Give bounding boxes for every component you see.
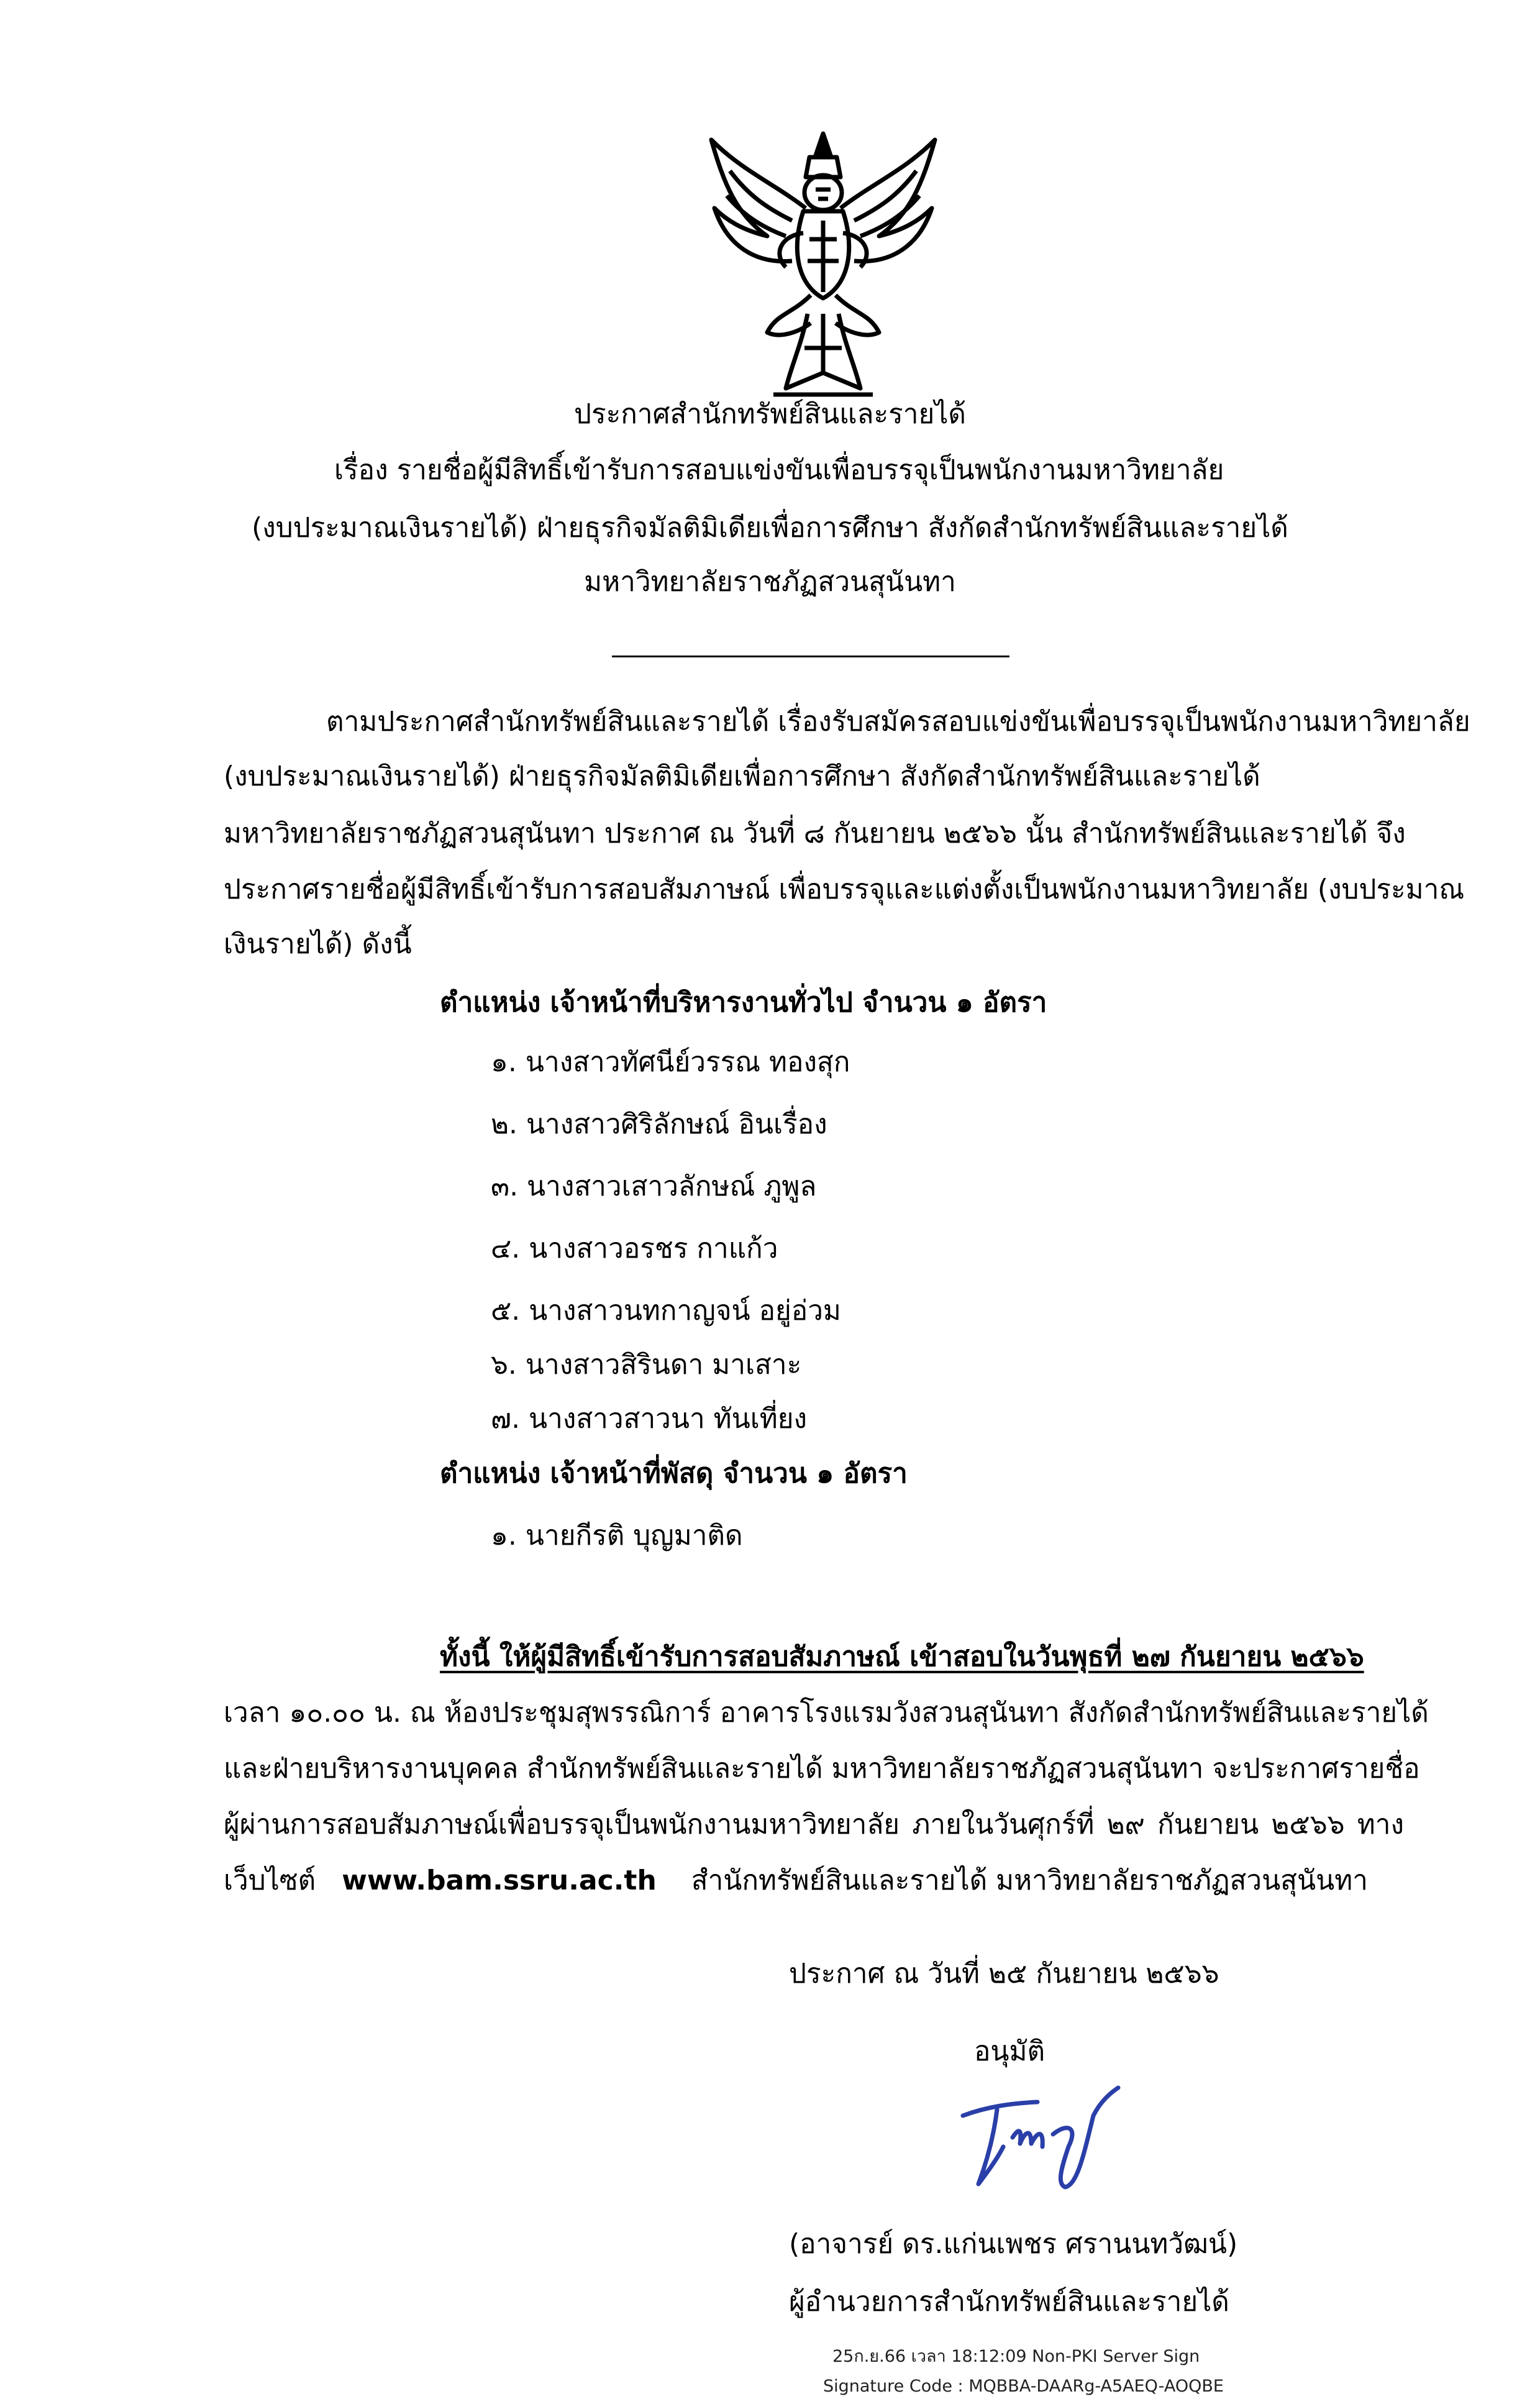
interview-date-notice: ทั้งนี้ ให้ผู้มีสิทธิ์เข้ารับการสอบสัมภาษณ์ เข้าสอบในวันพุธที่ ๒๗ กันยายน ๒๕๖๖ bbox=[440, 1641, 1364, 1673]
website-prefix: เว็บไซต์ bbox=[224, 1865, 316, 1896]
candidate-item: ๗. นางสาวสาวนา ทันเที่ยง bbox=[491, 1403, 808, 1435]
candidate-item: ๑. นางสาวทัศนีย์วรรณ ทองสุก bbox=[491, 1046, 850, 1078]
position-heading-general-admin: ตำแหน่ง เจ้าหน้าที่บริหารงานทั่วไป จำนวน ๑ อัตรา bbox=[440, 987, 1047, 1018]
intro-line-3: มหาวิทยาลัยราชภัฏสวนสุนันทา ประกาศ ณ วันที่ ๘ กันยายน ๒๕๖๖ นั้น สำนักทรัพย์สินและรายได้ จึง bbox=[224, 818, 1406, 849]
intro-line-1: ตามประกาศสำนักทรัพย์สินและรายได้ เรื่องรับสมัครสอบแข่งขันเพื่อบรรจุเป็นพนักงานมหาวิทยาลัย bbox=[326, 706, 1470, 738]
candidate-item: ๔. นางสาวอรชร กาแก้ว bbox=[491, 1233, 778, 1264]
notice-line-2: และฝ่ายบริหารงานบุคคล สำนักทรัพย์สินและรายได้ มหาวิทยาลัยราชภัฏสวนสุนันทา จะประกาศรายชื่อ bbox=[224, 1753, 1420, 1784]
approve-label: อนุมัติ bbox=[974, 2036, 1046, 2067]
garuda-emblem-icon bbox=[699, 127, 947, 407]
intro-line-2: (งบประมาณเงินรายได้) ฝ่ายธุรกิจมัลติมิเดียเพื่อการศึกษา สังกัดสำนักทรัพย์สินและรายได้ bbox=[224, 761, 1260, 792]
signer-title: ผู้อำนวยการสำนักทรัพย์สินและรายได้ bbox=[789, 2286, 1229, 2318]
intro-line-5: เงินรายได้) ดังนี้ bbox=[224, 928, 412, 960]
candidate-item: ๓. นางสาวเสาวลักษณ์ ภูพูล bbox=[491, 1171, 817, 1202]
notice-line-1: เวลา ๑๐.๐๐ น. ณ ห้องประชุมสุพรรณิการ์ อาคารโรงแรมวังสวนสุนันทา สังกัดสำนักทรัพย์สินและรายได้ bbox=[224, 1697, 1429, 1729]
header-divider bbox=[612, 656, 1009, 657]
notice-line-4 bbox=[224, 1867, 1368, 1894]
subject-line-3: มหาวิทยาลัยราชภัฏสวนสุนันทา bbox=[584, 566, 956, 598]
website-suffix: สำนักทรัพย์สินและรายได้ มหาวิทยาลัยราชภัฏสวนสุนันทา bbox=[691, 1865, 1368, 1896]
e-sign-signature-code: Signature Code : MQBBA-DAARg-A5AEQ-AOQBE bbox=[823, 2377, 1224, 2396]
handwritten-signature-icon bbox=[944, 2078, 1131, 2203]
subject-line-2: (งบประมาณเงินรายได้) ฝ่ายธุรกิจมัลติมิเดียเพื่อการศึกษา สังกัดสำนักทรัพย์สินและรายได้ bbox=[252, 512, 1288, 544]
notice-line-3: ผู้ผ่านการสอบสัมภาษณ์เพื่อบรรจุเป็นพนักงานมหาวิทยาลัย ภายในวันศุกร์ที่ ๒๙ กันยายน ๒๕๖๖ ทาง bbox=[224, 1809, 1404, 1840]
candidate-item: ๑. นายกีรติ บุญมาติด bbox=[491, 1520, 743, 1551]
website-link[interactable]: www.bam.ssru.ac.th bbox=[342, 1865, 657, 1896]
candidate-item: ๒. นางสาวศิริลักษณ์ อินเรื่อง bbox=[491, 1108, 827, 1140]
candidate-item: ๖. นางสาวสิรินดา มาเสาะ bbox=[491, 1349, 802, 1381]
announce-date: ประกาศ ณ วันที่ ๒๕ กันยายน ๒๕๖๖ bbox=[789, 1958, 1219, 1990]
intro-line-4: ประกาศรายชื่อผู้มีสิทธิ์เข้ารับการสอบสัมภาษณ์ เพื่อบรรจุและแต่งตั้งเป็นพนักงานมหาวิทยาลัย (งบประมาณ bbox=[224, 874, 1465, 905]
signer-name: (อาจารย์ ดร.แก่นเพชร ศรานนทวัฒน์) bbox=[789, 2228, 1238, 2260]
candidate-item: ๕. นางสาวนทกาญจน์ อยู่อ่วม bbox=[491, 1295, 841, 1327]
document-title: ประกาศสำนักทรัพย์สินและรายได้ bbox=[574, 398, 966, 430]
subject-line-1: เรื่อง รายชื่อผู้มีสิทธิ์เข้ารับการสอบแข่งขันเพื่อบรรจุเป็นพนักงานมหาวิทยาลัย bbox=[334, 454, 1224, 486]
position-heading-supplies: ตำแหน่ง เจ้าหน้าที่พัสดุ จำนวน ๑ อัตรา bbox=[440, 1458, 908, 1489]
e-sign-timestamp: 25ก.ย.66 เวลา 18:12:09 Non-PKI Server Sign bbox=[832, 2347, 1200, 2366]
